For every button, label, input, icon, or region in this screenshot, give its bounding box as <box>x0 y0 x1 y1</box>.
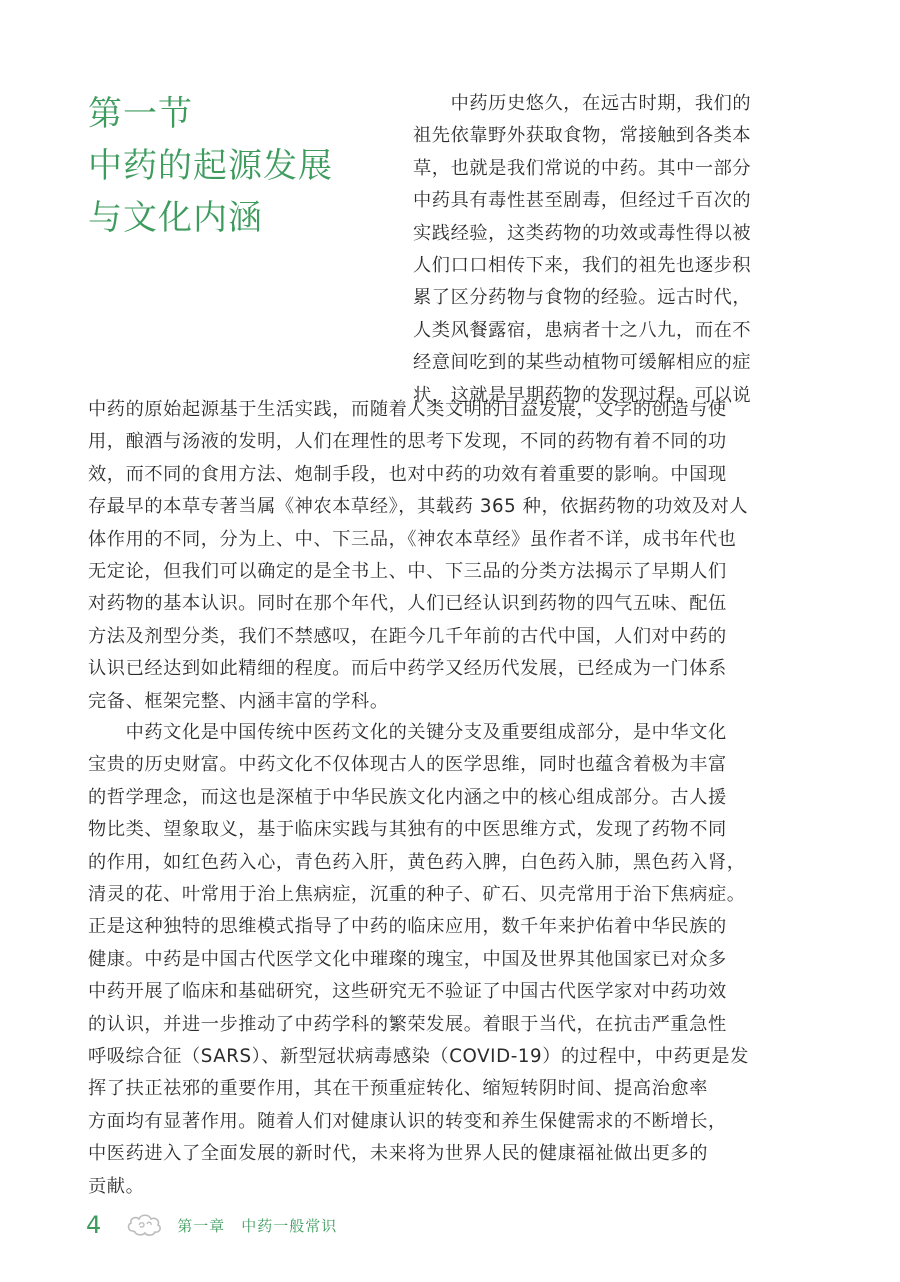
text-line: 存最早的本草专著当属《神农本草经》，其载药 365 种，依据药物的功效及对人 <box>88 496 749 518</box>
text-line: 中药开展了临床和基础研究，这些研究无不验证了中国古代医学家对中药功效 <box>88 981 727 1003</box>
text-line: 的认识，并进一步推动了中药学科的繁荣发展。着眼于当代，在抗击严重急性 <box>88 1013 727 1035</box>
text-line: 用，酿酒与汤液的发明，人们在理性的思考下发现，不同的药物有着不同的功 <box>88 431 727 453</box>
text-line: 累了区分药物与食物的经验。远古时代， <box>413 287 752 309</box>
chapter-title: 第一章 中药一般常识 <box>177 1216 338 1235</box>
section-title-line-2: 与文化内涵 <box>88 198 263 238</box>
text-line: 中药具有毒性甚至剧毒，但经过千百次的 <box>413 190 752 212</box>
text-line: 中药的原始起源基于生活实践，而随着人类文明的日益发展，文字的创造与使 <box>88 399 727 420</box>
text-line: 完备、框架完整、内涵丰富的学科。 <box>88 690 389 712</box>
text-line: 清灵的花、叶常用于治上焦病症，沉重的种子、矿石、贝壳常用于治下焦病症。 <box>88 884 746 906</box>
text-line: 的哲学理念，而这也是深植于中华民族文化内涵之中的核心组成部分。古人援 <box>88 786 727 808</box>
text-line: 人们口口相传下来，我们的祖先也逐步积 <box>413 255 752 277</box>
text-line: 效，而不同的食用方法、炮制手段，也对中药的功效有着重要的影响。中国现 <box>88 463 727 485</box>
text-line: 对药物的基本认识。同时在那个年代，人们已经认识到药物的四气五味、配伍 <box>88 593 727 615</box>
text-line: 中药历史悠久，在远古时期，我们的 <box>413 93 752 114</box>
text-line: 物比类、望象取义，基于临床实践与其独有的中医思维方式，发现了药物不同 <box>88 819 727 841</box>
text-line: 贡献。 <box>88 1175 145 1197</box>
text-line: 健康。中药是中国古代医学文化中璀璨的瑰宝，中国及世界其他国家已对众多 <box>88 948 727 970</box>
text-line: 状，这就是早期药物的发现过程。可以说 <box>413 384 752 406</box>
section-title-line-1: 中药的起源发展 <box>88 146 333 186</box>
paragraph-origin <box>88 394 813 718</box>
text-line: 人类风餐露宿，患病者十之八九，而在不 <box>413 319 752 341</box>
text-line: 草，也就是我们常说的中药。其中一部分 <box>413 157 752 179</box>
page-number: 4 <box>86 1211 102 1239</box>
text-line: 祖先依靠野外获取食物，常接触到各类本 <box>413 125 752 147</box>
text-line: 中医药进入了全面发展的新时代，未来将为世界人民的健康福祉做出更多的 <box>88 1143 708 1165</box>
text-line: 经意间吃到的某些动植物可缓解相应的症 <box>413 352 752 374</box>
text-line: 宝贵的历史财富。中药文化不仅体现古人的医学思维，同时也蕴含着极为丰富 <box>88 754 727 776</box>
text-line: 认识已经达到如此精细的程度。而后中药学又经历代发展，已经成为一门体系 <box>88 658 727 680</box>
section-heading <box>88 88 398 244</box>
text-line: 方面均有显著作用。随着人们对健康认识的转变和养生保健需求的不断增长， <box>88 1110 727 1132</box>
page-footer <box>86 1205 337 1245</box>
text-line: 实践经验，这类药物的功效或毒性得以被 <box>413 222 752 244</box>
text-line: 体作用的不同，分为上、中、下三品，《神农本草经》虽作者不详，成书年代也 <box>88 528 737 550</box>
paragraph-culture <box>88 717 813 1203</box>
text-line: 无定论，但我们可以确定的是全书上、中、下三品的分类方法揭示了早期人们 <box>88 561 727 583</box>
intro-paragraph <box>413 88 813 412</box>
text-line: 呼吸综合征（SARS）、新型冠状病毒感染（COVID-19）的过程中，中药更是发 <box>88 1046 749 1068</box>
section-number: 第一节 <box>88 94 193 134</box>
text-line: 中药文化是中国传统中医药文化的关键分支及重要组成部分，是中华文化 <box>88 722 727 743</box>
text-line: 挥了扶正祛邪的重要作用，其在干预重症转化、缩短转阴时间、提高治愈率 <box>88 1078 708 1100</box>
text-line: 正是这种独特的思维模式指导了中药的临床应用，数千年来护佑着中华民族的 <box>88 916 727 938</box>
text-line: 方法及剂型分类，我们不禁感叹，在距今几千年前的古代中国，人们对中药的 <box>88 625 727 647</box>
text-line: 的作用，如红色药入心，青色药入肝，黄色药入脾，白色药入肺，黑色药入肾， <box>88 851 746 873</box>
cloud-ornament-icon <box>125 1211 163 1239</box>
